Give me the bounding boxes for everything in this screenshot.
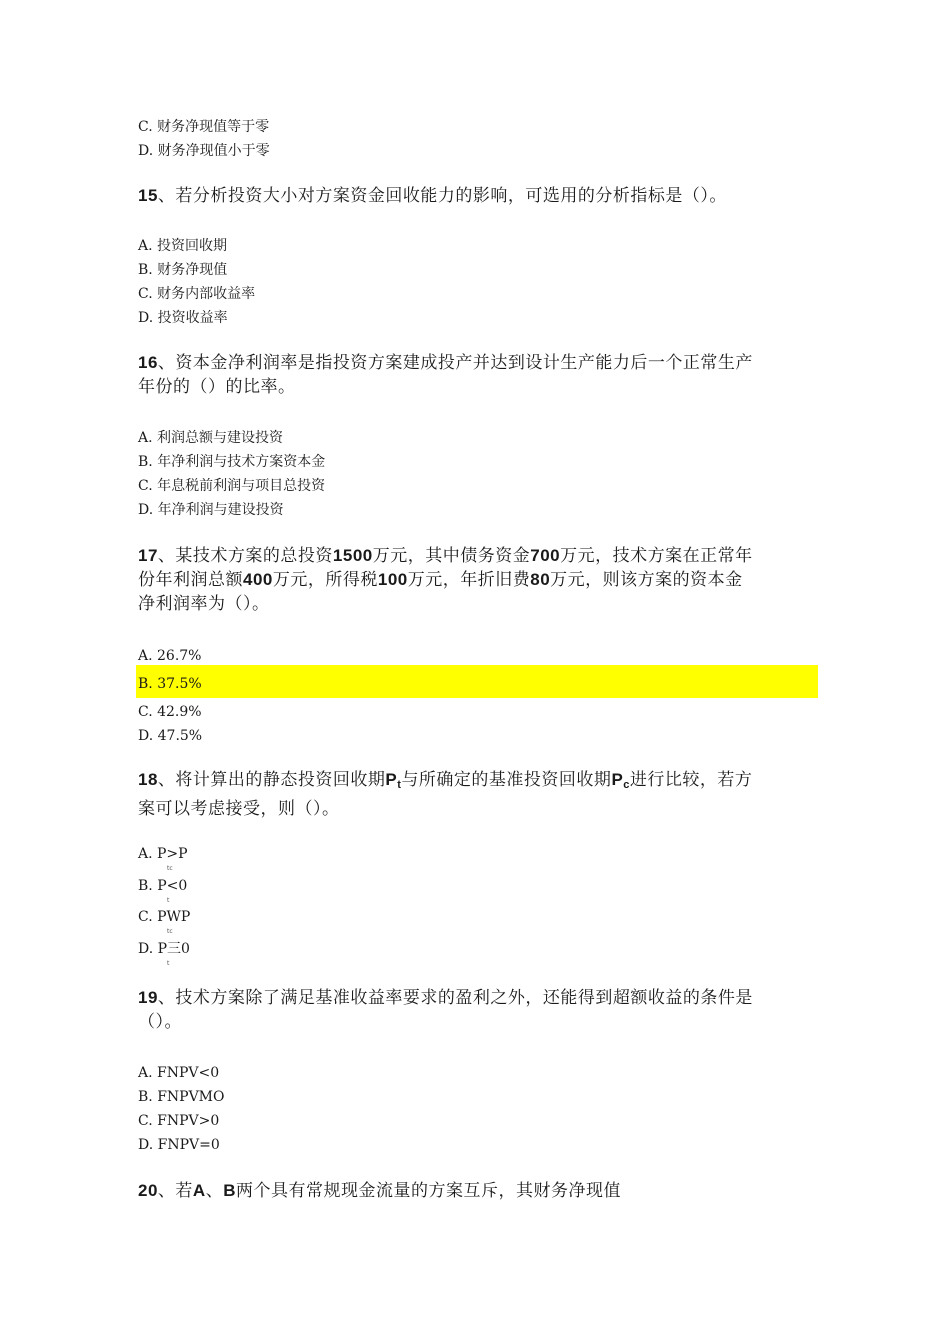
value-debt: 700 bbox=[530, 546, 561, 565]
option-d: D. 年净利润与建设投资 bbox=[138, 502, 284, 518]
question-number: 17 bbox=[138, 546, 158, 565]
symbol-a: A bbox=[192, 1181, 206, 1200]
option-d: D. 投资收益率 bbox=[138, 310, 228, 326]
option-c: C. 42.9% bbox=[138, 704, 202, 720]
option-a: A. 利润总额与建设投资 bbox=[138, 430, 284, 446]
value-depreciation: 80 bbox=[530, 570, 551, 589]
option-c: C. 年息税前利润与项目总投资 bbox=[138, 478, 326, 494]
option-d: D. 财务净现值小于零 bbox=[138, 143, 270, 159]
option-a: A. 投资回收期 bbox=[138, 238, 228, 254]
value-total-investment: 1500 bbox=[332, 546, 373, 565]
value-tax: 100 bbox=[377, 570, 408, 589]
question-text: 、若分析投资大小对方案资金回收能力的影响，可选用的分析指标是（）。 bbox=[157, 186, 727, 206]
question-19: 19、技术方案除了满足基准收益率要求的盈利之外，还能得到超额收益的条件是 （）。 bbox=[138, 988, 753, 1032]
question-20: 20、若A、B两个具有常规现金流量的方案互斥，其财务净现值 bbox=[138, 1181, 621, 1201]
option-d: D. P三0 bbox=[138, 941, 190, 957]
option-a: A. 26.7% bbox=[138, 648, 202, 664]
symbol-pc: P bbox=[611, 770, 624, 789]
value-profit: 400 bbox=[243, 570, 273, 589]
question-text-line1: 、资本金净利润率是指投资方案建成投产并达到设计生产能力后一个正常生产 bbox=[157, 353, 753, 373]
option-b: B. 财务净现值 bbox=[138, 262, 228, 278]
option-b-highlighted: B. 37.5% bbox=[138, 676, 202, 692]
option-a-subscript: tc bbox=[167, 865, 173, 872]
question-text-line2: 年份的（）的比率。 bbox=[138, 377, 296, 397]
option-d: D. 47.5% bbox=[138, 728, 203, 744]
option-c-subscript: tc bbox=[167, 928, 173, 935]
option-c: C. 财务净现值等于零 bbox=[138, 119, 270, 135]
symbol-pt: P bbox=[385, 770, 398, 789]
option-a: A. FNPV<0 bbox=[138, 1065, 220, 1081]
option-d: D. FNPV=0 bbox=[138, 1137, 220, 1153]
option-c: C. PWP bbox=[138, 909, 191, 925]
option-b-subscript: t bbox=[167, 897, 170, 904]
option-b: B. 年净利润与技术方案资本金 bbox=[138, 454, 326, 470]
answer-highlight bbox=[136, 665, 818, 698]
symbol-b: B bbox=[223, 1181, 236, 1200]
option-b: B. FNPVMO bbox=[138, 1089, 225, 1105]
question-number: 15 bbox=[138, 186, 158, 205]
question-17: 17、某技术方案的总投资1500万元，其中债务资金700万元，技术方案在正常年 份年利润总额400万元，所得税100万元，年折旧费80万元，则该方案的资本金 净利润率为（）。 bbox=[138, 546, 753, 614]
question-number: 19 bbox=[138, 988, 158, 1007]
question-number: 16 bbox=[138, 353, 158, 372]
question-number: 20 bbox=[138, 1181, 158, 1200]
option-c: C. FNPV>0 bbox=[138, 1113, 220, 1129]
question-number: 18 bbox=[138, 770, 158, 789]
question-16 bbox=[138, 351, 818, 399]
question-18: 18、将计算出的静态投资回收期$P_t$与所确定的基准投资回收期$P_c$进行比较，若方 案可以考虑接受，则（）。 bbox=[138, 770, 753, 819]
option-a: A. P>P bbox=[138, 846, 188, 862]
option-b: B. P<0 bbox=[138, 878, 188, 894]
option-c: C. 财务内部收益率 bbox=[138, 286, 256, 302]
question-15 bbox=[138, 184, 818, 208]
option-d-subscript: t bbox=[167, 960, 170, 967]
